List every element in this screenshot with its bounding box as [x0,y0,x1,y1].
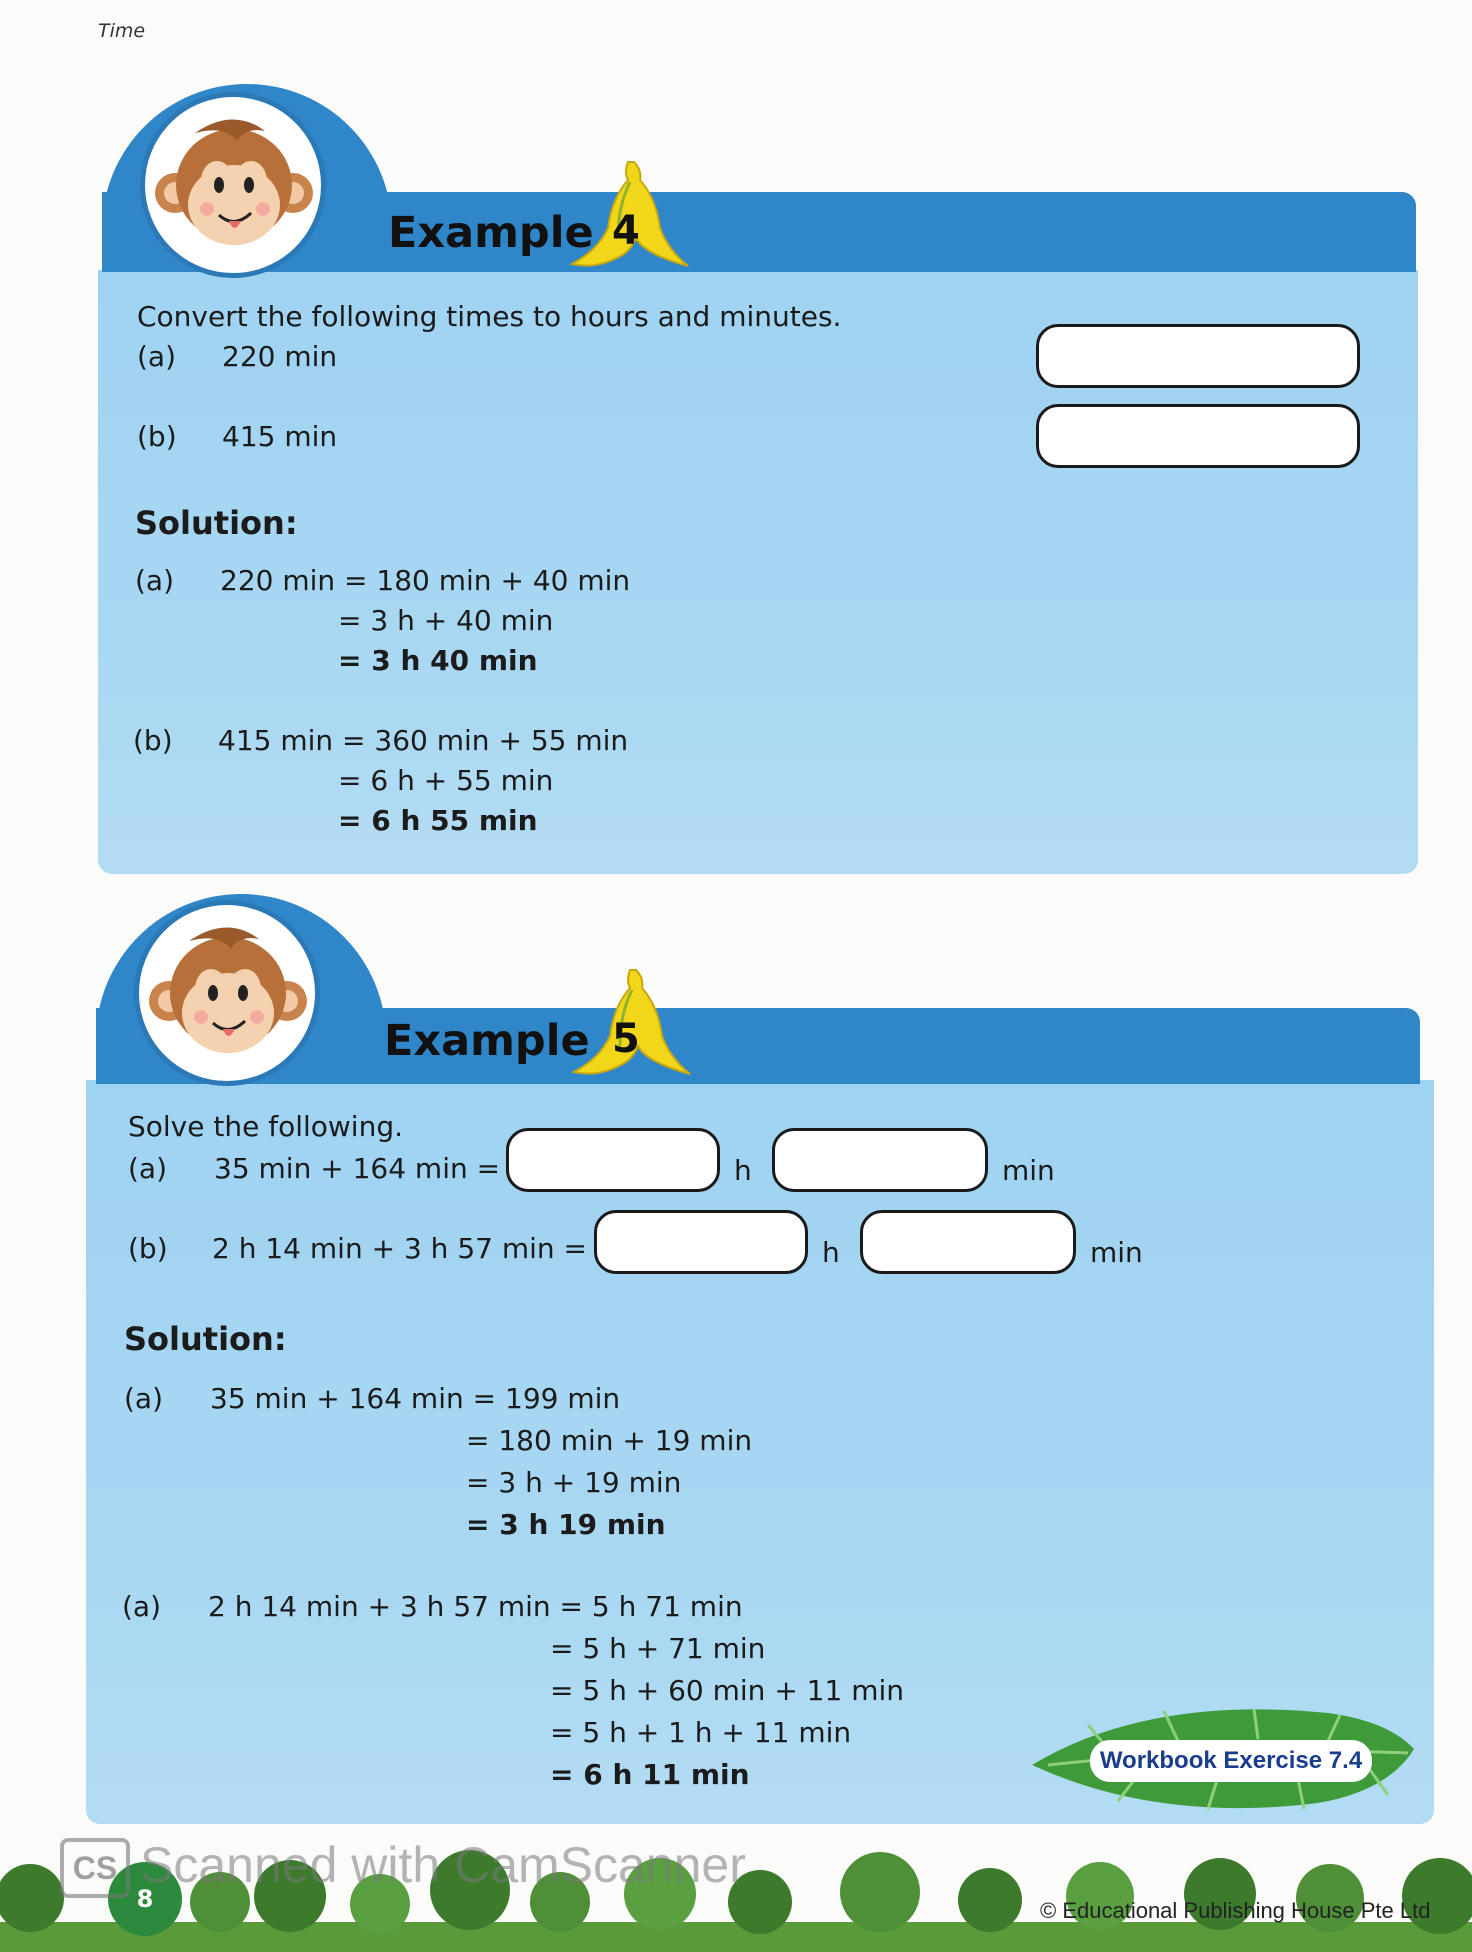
watermark-text: Scanned with CamScanner [140,1837,746,1893]
example-4-prompt: Convert the following times to hours and minutes. [137,300,842,333]
unit-h-a: h [734,1154,752,1187]
answer-box-a[interactable] [1036,324,1360,388]
example-4-title: Example [388,208,594,258]
example-4-solution-heading: Solution: [135,504,298,542]
sol-b-label: (b) [133,724,173,757]
example-5-solution-heading: Solution: [124,1320,287,1358]
monkey-mascot-icon [134,900,320,1086]
answer-box-b[interactable] [1036,404,1360,468]
sol5-a-line-2: = 180 min + 19 min [466,1424,753,1457]
q5-b-text: 2 h 14 min + 3 h 57 min = [212,1232,588,1265]
section-label: Time [98,20,146,42]
sol5-b-line-2: = 5 h + 71 min [550,1632,766,1665]
example-5-prompt: Solve the following. [128,1110,404,1143]
sol5-b-label: (a) [122,1590,162,1623]
sol-a-line-3: = 3 h 40 min [338,644,538,677]
answer-box-b-minutes[interactable] [860,1210,1076,1274]
scanner-watermark [140,1836,746,1894]
monkey-mascot-icon [140,92,326,278]
page-number: 8 [108,1862,182,1936]
camscanner-logo: CS [60,1838,130,1898]
sol5-a-line-3: = 3 h + 19 min [466,1466,682,1499]
sol5-b-line-1: 2 h 14 min + 3 h 57 min = 5 h 71 min [208,1590,743,1623]
answer-box-a-minutes[interactable] [772,1128,988,1192]
unit-h-b: h [822,1236,840,1269]
sol-b-line-3: = 6 h 55 min [338,804,538,837]
sol5-a-line-1: 35 min + 164 min = 199 min [210,1382,621,1415]
sol5-b-line-5: = 6 h 11 min [550,1758,750,1791]
copyright-text: © Educational Publishing House Pte Ltd [1040,1898,1431,1923]
q5-a-label: (a) [128,1152,168,1185]
q-b-text: 415 min [222,420,338,453]
answer-box-b-hours[interactable] [594,1210,808,1274]
unit-min-a: min [1002,1154,1055,1187]
answer-box-a-hours[interactable] [506,1128,720,1192]
sol5-a-line-4: = 3 h 19 min [466,1508,666,1541]
q5-a-text: 35 min + 164 min = [214,1152,501,1185]
sol-b-line-2: = 6 h + 55 min [338,764,554,797]
sol5-a-label: (a) [124,1382,164,1415]
sol5-b-line-3: = 5 h + 60 min + 11 min [550,1674,905,1707]
example-4-number: 4 [612,208,640,254]
example-5-title: Example [384,1016,590,1066]
sol-b-line-1: 415 min = 360 min + 55 min [218,724,629,757]
sol-a-line-2: = 3 h + 40 min [338,604,554,637]
q-b-label: (b) [137,420,177,453]
sol5-b-line-4: = 5 h + 1 h + 11 min [550,1716,852,1749]
sol-a-line-1: 220 min = 180 min + 40 min [220,564,631,597]
q-a-text: 220 min [222,340,338,373]
workbook-exercise-link[interactable]: Workbook Exercise 7.4 [1090,1740,1372,1782]
example-5-number: 5 [612,1016,640,1062]
q-a-label: (a) [137,340,177,373]
q5-b-label: (b) [128,1232,168,1265]
unit-min-b: min [1090,1236,1143,1269]
sol-a-label: (a) [135,564,175,597]
